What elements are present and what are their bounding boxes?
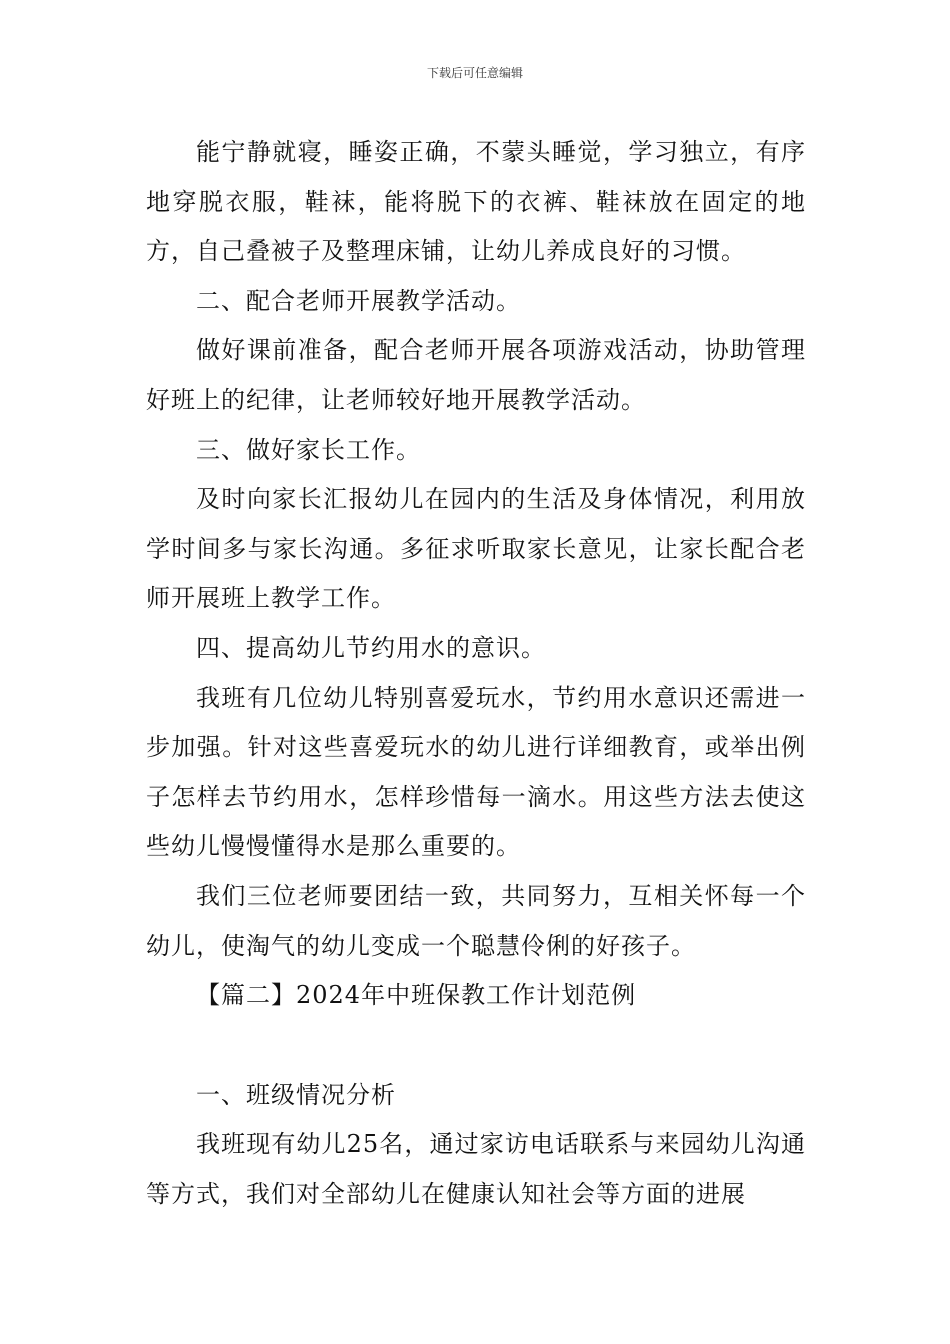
section-heading-class-analysis: 一、班级情况分析 [196,1080,396,1109]
blank-line [146,1021,806,1071]
paragraph-parents: 及时向家长汇报幼儿在园内的生活及身体情况，利用放学时间多与家长沟通。多征求听取家长意见，让家长配合老师开展班上教学工作。 [146,485,806,613]
paragraph-teachers: 我们三位老师要团结一致，共同努力，互相关怀每一个幼儿，使淘气的幼儿变成一个聪慧伶俐的好孩子。 [146,881,806,960]
chapter-title: 【篇二】2024年中班保教工作计划范例 [196,981,637,1010]
section-heading-parents: 三、做好家长工作。 [196,435,421,464]
section-heading-teaching: 二、配合老师开展教学活动。 [196,286,521,315]
paragraph-water: 我班有几位幼儿特别喜爱玩水，节约用水意识还需进一步加强。针对这些喜爱玩水的幼儿进行详细教育，或举出例子怎样去节约用水，怎样珍惜每一滴水。用这些方法去使这些幼儿慢慢懂得水是那么重要的。 [146,683,806,861]
document-body [146,128,806,1219]
paragraph-sleep-habits: 能宁静就寝，睡姿正确，不蒙头睡觉，学习独立，有序地穿脱衣服，鞋袜，能将脱下的衣裤、鞋袜放在固定的地方，自己叠被子及整理床铺，让幼儿养成良好的习惯。 [146,138,806,266]
page-header: 下载后可任意编辑 [426,66,523,80]
paragraph-class-analysis: 我班现有幼儿25名，通过家访电话联系与来园幼儿沟通等方式，我们对全部幼儿在健康认知社会等方面的进展 [146,1130,806,1208]
paragraph-teaching: 做好课前准备，配合老师开展各项游戏活动，协助管理好班上的纪律，让老师较好地开展教学活动。 [146,336,806,414]
section-heading-water: 四、提高幼儿节约用水的意识。 [196,633,546,662]
